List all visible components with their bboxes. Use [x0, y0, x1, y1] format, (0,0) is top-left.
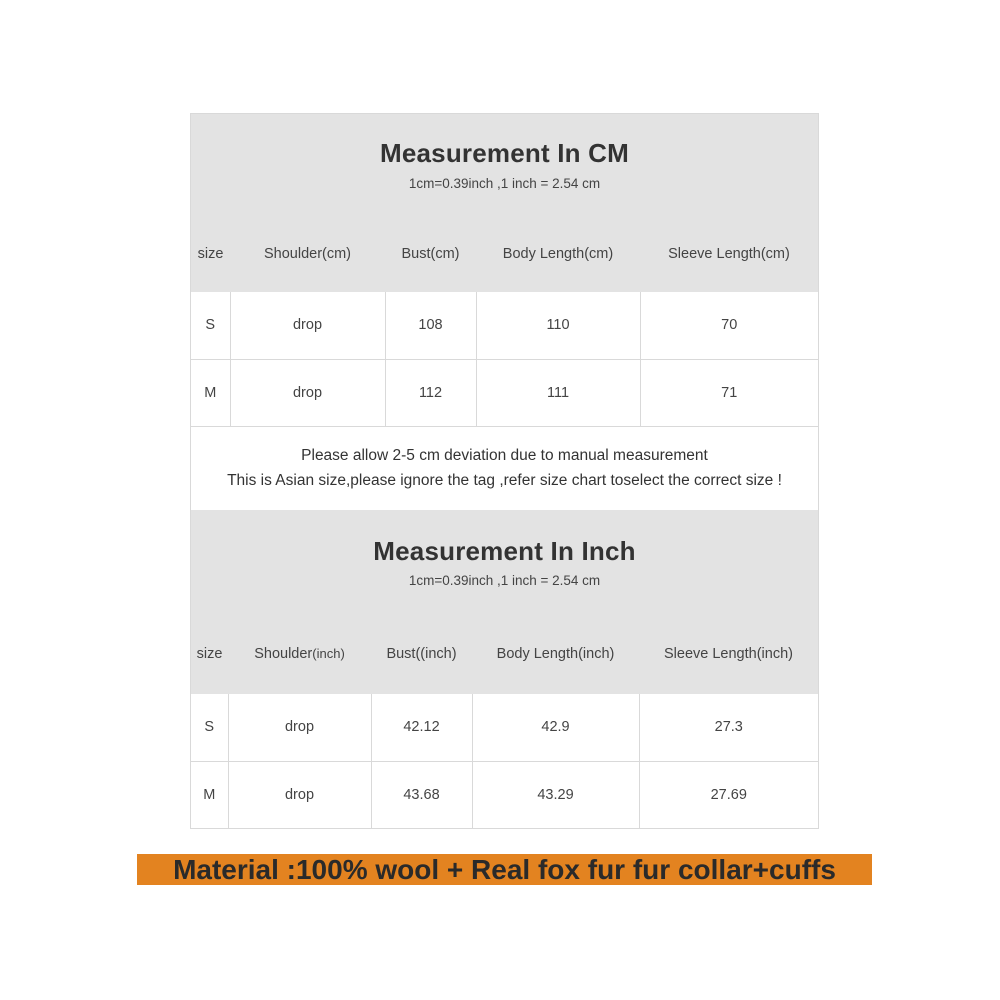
note-line-1: Please allow 2-5 cm deviation due to manual measurement — [301, 447, 708, 464]
inch-header-size: size — [196, 646, 223, 662]
cm-cell-body-length: 110 — [476, 292, 640, 359]
cm-cell-shoulder: drop — [230, 359, 385, 426]
inch-header-shoulder-unit: (inch) — [312, 646, 345, 661]
inch-cell-bust: 42.12 — [371, 694, 472, 761]
cm-section-header — [191, 114, 818, 292]
inch-header-shoulder-label: Shoulder — [254, 646, 313, 662]
inch-cell-sleeve-length: 27.69 — [710, 786, 747, 803]
table-row — [191, 761, 818, 828]
cm-cell-size: M — [191, 359, 230, 426]
cm-header-bust: Bust(cm) — [401, 246, 460, 262]
cm-cell-sleeve-length: 70 — [640, 292, 818, 359]
cm-cell-bust: 112 — [385, 359, 476, 426]
cm-section-title: Measurement In CM — [379, 138, 629, 168]
cm-cell-bust: 108 — [385, 292, 476, 359]
inch-header-row — [191, 636, 818, 672]
inch-cell-size: M — [191, 761, 228, 828]
inch-cell-sleeve-length: 27.3 — [639, 694, 818, 761]
material-banner: Material :100% wool + Real fox fur fur collar+cuffs — [137, 854, 872, 885]
inch-data-table — [191, 694, 818, 828]
inch-cell-body-length: 42.9 — [472, 694, 639, 761]
note-line-2: This is Asian size,please ignore the tag ,refer size chart toselect the correct size ! — [227, 472, 782, 489]
cm-header-row — [191, 236, 818, 272]
cm-cell-shoulder: drop — [230, 292, 385, 359]
cm-data-table — [191, 292, 818, 426]
cm-cell-size: S — [191, 292, 230, 359]
inch-cell-shoulder: drop — [228, 694, 371, 761]
cm-header-sleeve-length: Sleeve Length(cm) — [668, 246, 790, 262]
inch-header-body-length: Body Length(inch) — [496, 646, 615, 662]
inch-cell-body-length: 43.29 — [472, 761, 639, 828]
inch-cell-shoulder: drop — [228, 761, 371, 828]
inch-header-sleeve-length: Sleeve Length(inch) — [664, 646, 793, 662]
table-row — [191, 359, 818, 426]
inch-cell-size: S — [191, 694, 228, 761]
inch-header-shoulder — [228, 636, 371, 672]
table-row — [191, 694, 818, 761]
cm-header-shoulder: Shoulder(cm) — [263, 246, 352, 262]
cm-cell-sleeve-length: 71 — [721, 384, 738, 401]
inch-header-bust: Bust((inch) — [386, 646, 457, 662]
inch-section-title: Measurement In Inch — [373, 536, 636, 566]
inch-section-subtitle: 1cm=0.39inch ,1 inch = 2.54 cm — [408, 573, 601, 588]
cm-cell-body-length: 111 — [476, 359, 640, 426]
cm-header-size: size — [197, 246, 224, 262]
inch-cell-bust: 43.68 — [371, 761, 472, 828]
size-chart — [190, 113, 819, 829]
table-row — [191, 292, 818, 359]
measurement-note — [191, 426, 818, 510]
cm-header-body-length: Body Length(cm) — [502, 246, 614, 262]
cm-section-subtitle: 1cm=0.39inch ,1 inch = 2.54 cm — [408, 176, 601, 191]
inch-section-header — [191, 510, 818, 694]
